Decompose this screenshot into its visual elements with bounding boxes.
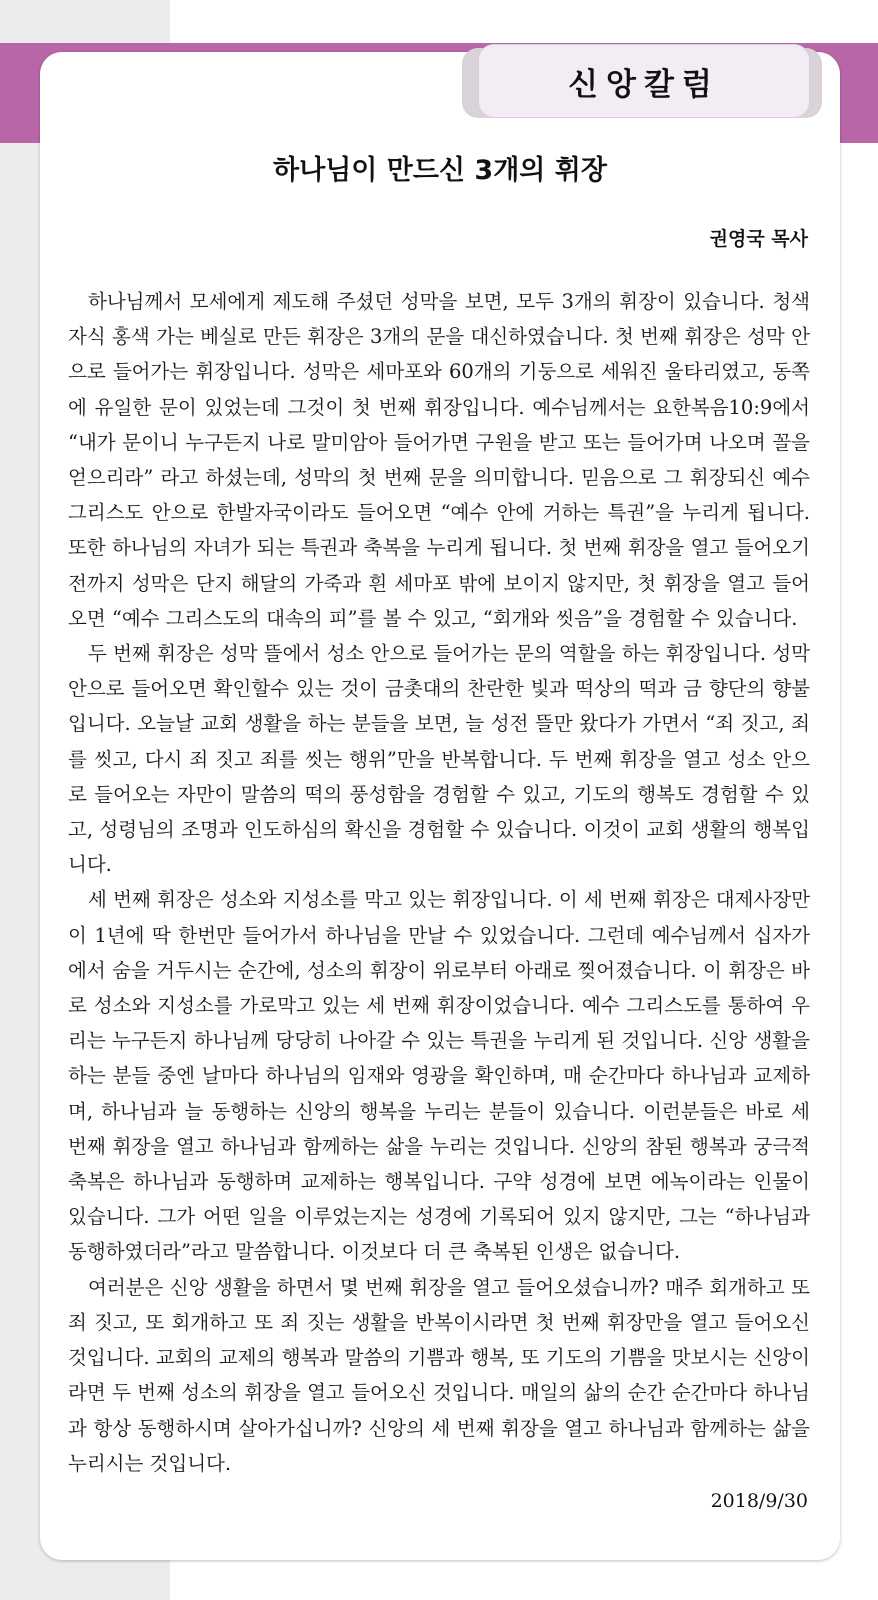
section-title-tab: 신앙칼럼 <box>478 44 810 118</box>
article-paragraph-3: 세 번째 휘장은 성소와 지성소를 막고 있는 휘장입니다. 이 세 번째 휘장은 대제사장만이 1년에 딱 한번만 들어가서 하나님을 만날 수 있었습니다. 그런데 예수님께서 십자가에서 숨을 거두시는 순간에, 성소의 휘장이 위로부터 아래로 찢어졌습니다. 이 휘장은 바로 성소와 지성소를 가로막고 있는 세 번째 휘장이었습니다. 예수 그리스도를 통하여 우리는 누구든지 하나님께 당당히 나아갈 수 있는 특권을 누리게 된 것입니다. 신앙 생활을 하는 분들 중엔 날마다 하나님의 임재와 영광을 확인하며, 매 순간마다 하나님과 교제하며, 하나님과 늘 동행하는 신앙의 행복을 누리는 분들이 있습니다. 이런분들은 바로 세 번째 휘장을 열고 하나님과 함께하는 삶을 누리는 것입니다. 신앙의 참된 행복과 궁극적 축복은 하나님과 동행하며 교제하는 행복입니다. 구약 성경에 보면 에녹이라는 인물이 있습니다. 그가 어떤 일을 이루었는지는 성경에 기록되어 있지 않지만, 그는 “하나님과 동행하였더라”라고 말씀합니다. 이것보다 더 큰 축복된 인생은 없습니다. <box>68 888 810 1264</box>
article-date: 2018/9/30 <box>710 1490 808 1512</box>
article-title: 하나님이 만드신 3개의 휘장 <box>273 155 607 186</box>
article-paragraph-1: 하나님께서 모세에게 제도해 주셨던 성막을 보면, 모두 3개의 휘장이 있습니다. 청색 자식 홍색 가는 베실로 만든 휘장은 3개의 문을 대신하였습니다. 첫 번째 휘장은 성막 안으로 들어가는 휘장입니다. 성막은 세마포와 60개의 기둥으로 세워진 울타리였고, 동쪽에 유일한 문이 있었는데 그것이 첫 번째 휘장입니다. 예수님께서는 요한복음10:9에서 “내가 문이니 누구든지 나로 말미암아 들어가면 구원을 받고 또는 들어가며 나오며 꼴을 얻으리라” 라고 하셨는데, 성막의 첫 번째 문을 의미합니다. 믿음으로 그 휘장되신 예수 그리스도 안으로 한발자국이라도 들어오면 “예수 안에 거하는 특권”을 누리게 됩니다. 또한 하나님의 자녀가 되는 특권과 축복을 누리게 됩니다. 첫 번째 휘장을 열고 들어오기 전까지 성막은 단지 해달의 가죽과 흰 세마포 밖에 보이지 않지만, 첫 휘장을 열고 들어오면 “예수 그리스도의 대속의 피”를 볼 수 있고, “회개와 씻음”을 경험할 수 있습니다. <box>68 290 810 630</box>
article-paragraph-4: 여러분은 신앙 생활을 하면서 몇 번째 휘장을 열고 들어오셨습니까? 매주 회개하고 또 죄 짓고, 또 회개하고 또 죄 짓는 생활을 반복이시라면 첫 번째 휘장만을 열고 들어오신 것입니다. 교회의 교제의 행복과 말씀의 기쁨과 행복, 또 기도의 기쁨을 맛보시는 신앙이라면 두 번째 성소의 휘장을 열고 들어오신 것입니다. 매일의 삶의 순간 순간마다 하나님과 항상 동행하시며 살아가십니까? 신앙의 세 번째 휘장을 열고 하나님과 함께하는 삶을 누리시는 것입니다. <box>68 1275 810 1475</box>
article-author: 권영국 목사 <box>709 228 808 250</box>
article-body <box>68 284 810 1481</box>
article-paragraph-2: 두 번째 휘장은 성막 뜰에서 성소 안으로 들어가는 문의 역할을 하는 휘장입니다. 성막 안으로 들어오면 확인할수 있는 것이 금촛대의 찬란한 빛과 떡상의 떡과 금 향단의 향불입니다. 오늘날 교회 생활을 하는 분들을 보면, 늘 성전 뜰만 왔다가 가면서 “죄 짓고, 죄를 씻고, 다시 죄 짓고 죄를 씻는 행위”만을 반복합니다. 두 번째 휘장을 열고 성소 안으로 들어오는 자만이 말씀의 떡의 풍성함을 경험할 수 있고, 기도의 행복도 경험할 수 있고, 성령님의 조명과 인도하심의 확신을 경험할 수 있습니다. 이것이 교회 생활의 행복입니다. <box>68 642 810 877</box>
